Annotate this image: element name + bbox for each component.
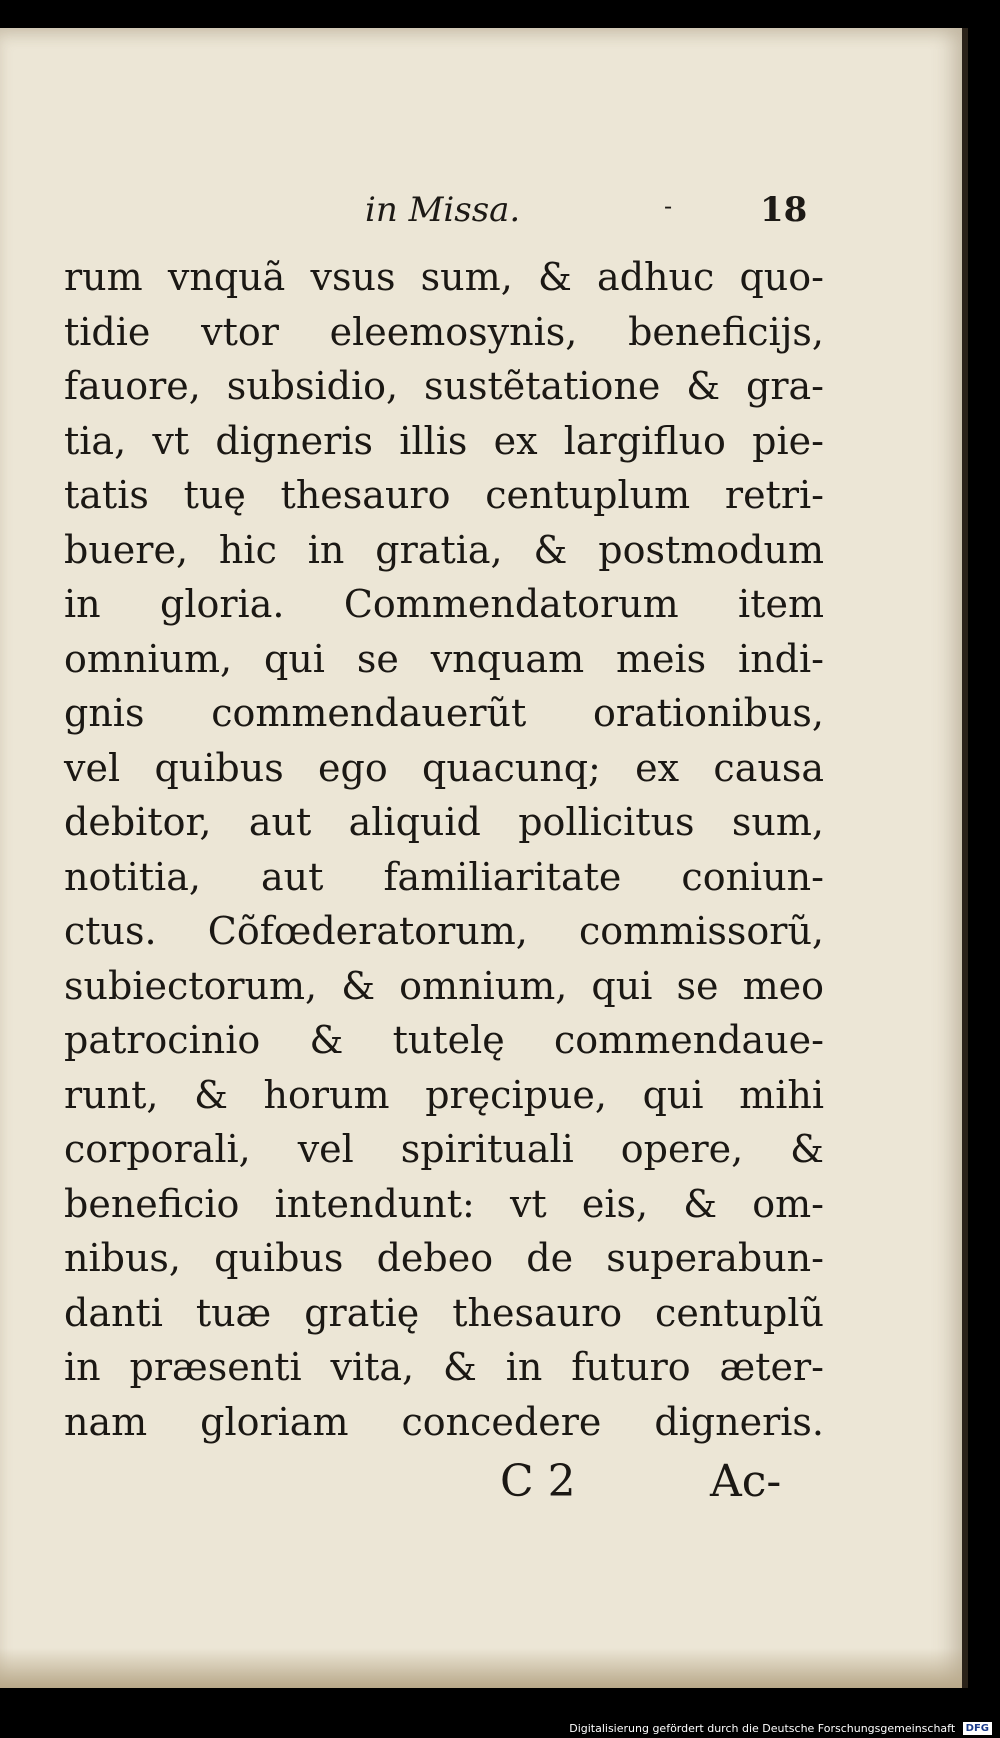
dfg-logo: DFG	[963, 1722, 992, 1735]
catchword: Ac-	[710, 1456, 782, 1507]
text-line: beneficio intendunt: vt eis, & om-	[64, 1181, 824, 1226]
text-line: gnis commendauerũt orationibus,	[64, 691, 824, 735]
text-line: ctus. Cõfœderatorum, commissorũ,	[64, 909, 824, 953]
text-line: tidie vtor eleemosynis, beneficijs,	[64, 309, 824, 354]
text-line: buere, hic in gratia, & postmodum	[64, 527, 824, 572]
book-page	[0, 28, 968, 1688]
text-line: in præsenti vita, & in futuro æter-	[64, 1345, 824, 1389]
signature-mark: C 2	[500, 1456, 576, 1507]
page-footer	[0, 1456, 962, 1516]
text-line: tia, vt digneris illis ex largifluo pie-	[64, 418, 824, 463]
text-line: fauore, subsidio, sustẽtatione & gra-	[64, 364, 824, 408]
digitization-credit	[569, 1722, 992, 1736]
text-line: nibus, quibus debeo de superabun-	[64, 1236, 824, 1280]
running-head-dash: -	[664, 192, 673, 220]
running-head	[0, 190, 962, 240]
credit-text: Digitalisierung gefördert durch die Deutsche Forschungsgemeinschaft	[569, 1721, 956, 1735]
page-number: 18	[760, 190, 808, 230]
text-line: corporali, vel spirituali opere, &	[64, 1127, 824, 1171]
text-line: subiectorum, & omnium, qui se meo	[64, 963, 824, 1008]
text-line: omnium, qui se vnquam meis indi-	[64, 636, 824, 681]
text-line: rum vnquã vsus sum, & adhuc quo-	[64, 255, 824, 299]
body-text	[64, 250, 824, 1449]
text-line: nam gloriam concedere digneris.	[64, 1399, 824, 1444]
text-line: notitia, aut familiaritate coniun-	[64, 854, 824, 899]
running-head-title: in Missa.	[365, 190, 521, 230]
text-line: patrocinio & tutelę commendaue-	[64, 1018, 824, 1062]
text-line: tatis tuę thesauro centuplum retri-	[64, 473, 824, 517]
text-line: in gloria. Commendatorum item	[64, 582, 824, 626]
text-line: debitor, aut aliquid pollicitus sum,	[64, 800, 824, 844]
text-line: runt, & horum pręcipue, qui mihi	[64, 1072, 824, 1117]
text-line: danti tuæ gratię thesauro centuplũ	[64, 1290, 824, 1335]
text-line: vel quibus ego quacunq; ex causa	[64, 745, 824, 790]
